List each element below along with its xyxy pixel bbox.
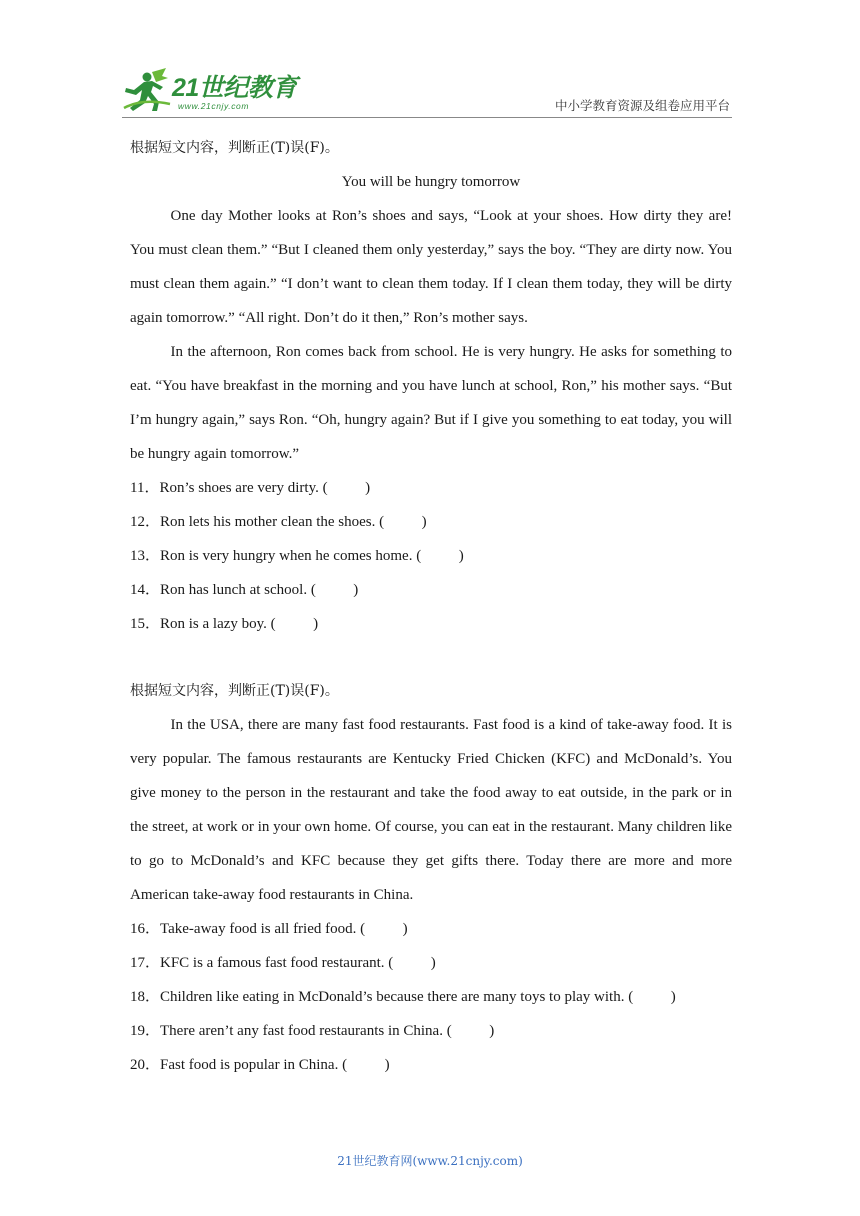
question-item: 20．Fast food is popular in China. ( ) bbox=[130, 1057, 390, 1073]
section2-paragraph: In the USA, there are many fast food restaurants. Fast food is a kind of take-away food. It is very popular. The famous restaurants are Kentucky Fried Chicken (KFC) and McDonald’s. You give money to the person in the restaurant and take the food away to eat outside, in the park or in the street, at work or in your own home. Of course, you can eat in the restaurant. Many children like to go to McDonald’s and KFC because they get gifts there. Today there are more and more American take-away food restaurants in China. bbox=[130, 717, 732, 903]
document-body bbox=[130, 131, 732, 1082]
section-spacer bbox=[130, 641, 732, 674]
platform-name: 中小学教育资源及组卷应用平台 bbox=[554, 98, 730, 113]
runner-logo-icon bbox=[122, 68, 174, 112]
section2-instruction: 根据短文内容，判断正(T)误(F)。 bbox=[130, 683, 339, 699]
logo-text: 21世纪教育 bbox=[172, 74, 297, 102]
question-item: 14．Ron has lunch at school. ( ) bbox=[130, 582, 359, 598]
question-item: 11．Ron’s shoes are very dirty. ( ) bbox=[130, 480, 371, 496]
question-item: 13．Ron is very hungry when he comes home. ( ) bbox=[130, 548, 464, 564]
passage-title: You will be hungry tomorrow bbox=[341, 174, 521, 190]
question-item: 18．Children like eating in McDonald’s because there are many toys to play with. ( ) bbox=[130, 989, 676, 1005]
page-footer[interactable]: 21世纪教育网(www.21cnjy.com) bbox=[337, 1154, 523, 1168]
question-item: 12．Ron lets his mother clean the shoes. ( ) bbox=[130, 514, 427, 530]
site-logo[interactable] bbox=[122, 68, 297, 114]
question-item: 19．There aren’t any fast food restaurants in China. ( ) bbox=[130, 1023, 495, 1039]
header-divider bbox=[122, 117, 732, 118]
question-item: 16．Take-away food is all fried food. ( ) bbox=[130, 921, 408, 937]
logo-url: www.21cnjy.com bbox=[178, 101, 250, 111]
section1-paragraph: In the afternoon, Ron comes back from school. He is very hungry. He asks for something to eat. “You have breakfast in the morning and you have lunch at school, Ron,” his mother says. “But I’m hungry again,” says Ron. “Oh, hungry again? But if I give you something to eat today, you will be hungry again tomorrow.” bbox=[130, 344, 732, 462]
page-header bbox=[0, 0, 860, 125]
section1-instruction: 根据短文内容，判断正(T)误(F)。 bbox=[130, 140, 339, 156]
question-item: 15．Ron is a lazy boy. ( ) bbox=[130, 616, 319, 632]
question-item: 17．KFC is a famous fast food restaurant. ( ) bbox=[130, 955, 436, 971]
section1-paragraph: One day Mother looks at Ron’s shoes and says, “Look at your shoes. How dirty they are! You must clean them.” “But I cleaned them only yesterday,” says the boy. “They are dirty now. You must clean them again.” “I don’t want to clean them today. If I clean them today, they will be dirty again tomorrow.” “All right. Don’t do it then,” Ron’s mother says. bbox=[130, 208, 732, 326]
